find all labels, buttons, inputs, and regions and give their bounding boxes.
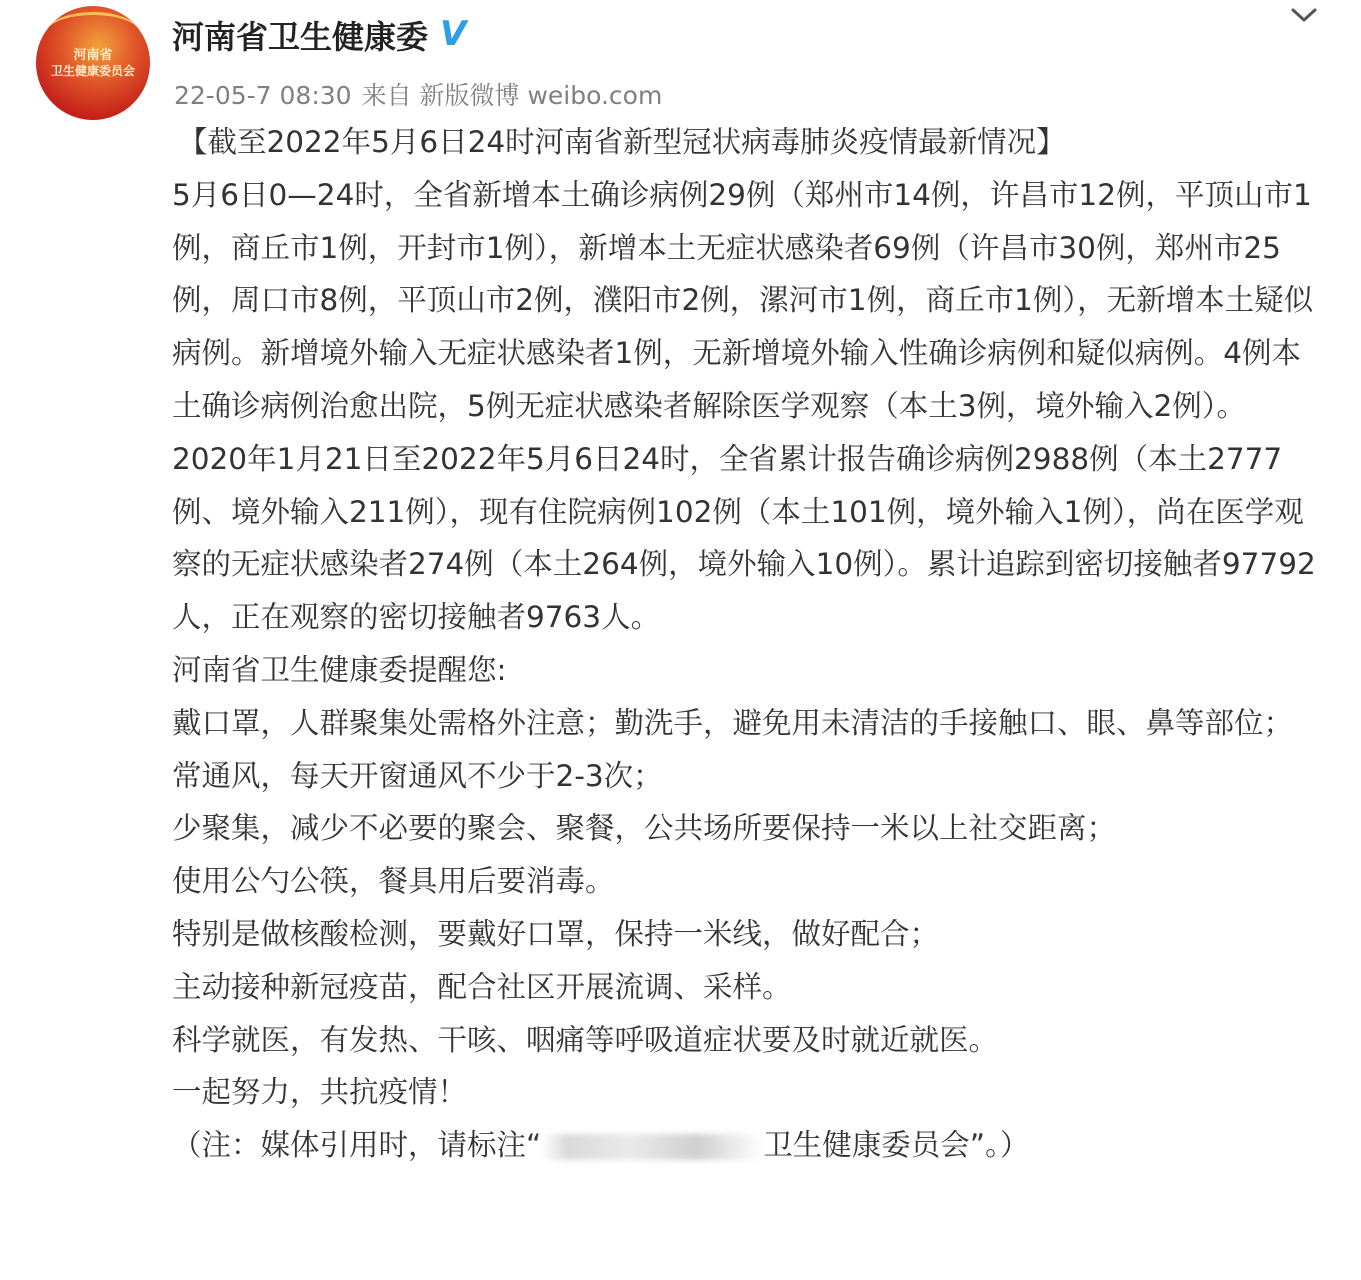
post-meta bbox=[174, 76, 672, 112]
tip-item: 科学就医，有发热、干咳、咽痛等呼吸道症状要及时就近就医。 bbox=[172, 1022, 999, 1057]
tip-item: 特别是做核酸检测，要戴好口罩，保持一米线，做好配合； bbox=[172, 916, 940, 951]
post-source[interactable]: 来自 新版微博 weibo.com bbox=[361, 81, 663, 110]
note-prefix: （注：媒体引用时，请标注“ bbox=[172, 1128, 542, 1163]
avatar-logo-text-2: 卫生健康委员会 bbox=[50, 64, 135, 78]
post-paragraph-2: 2020年1月21日至2022年5月6日24时，全省累计报告确诊病例2988例（本土2777例、境外输入211例），现有住院病例102例（本土101例，境外输入1例），尚在医学观察的无症状感染者274例（本土264例，境外输入10例）。累计追踪到密切接触者97792人，正在观察的密切接触者9763人。 bbox=[172, 441, 1316, 635]
redacted-text bbox=[541, 1134, 763, 1160]
post-content bbox=[172, 116, 1322, 1172]
post-title: 【截至2022年5月6日24时河南省新型冠状病毒肺炎疫情最新情况】 bbox=[178, 125, 1066, 159]
chevron-down-icon[interactable] bbox=[1290, 4, 1318, 26]
avatar-logo-text-1: 河南省 bbox=[73, 48, 113, 63]
note-suffix: 卫生健康委员会”。） bbox=[763, 1128, 1030, 1163]
media-citation-note bbox=[172, 1119, 1322, 1172]
tip-item: 少聚集，减少不必要的聚会、聚餐，公共场所要保持一米以上社交距离； bbox=[172, 811, 1117, 846]
tip-item: 常通风，每天开窗通风不少于2-3次； bbox=[172, 758, 663, 793]
avatar[interactable] bbox=[36, 6, 150, 120]
tip-item: 使用公勺公筷，餐具用后要消毒。 bbox=[172, 864, 615, 899]
post-paragraph-1: 5月6日0—24时，全省新增本土确诊病例29例（郑州市14例，许昌市12例，平顶山市1例，商丘市1例，开封市1例），新增本土无症状感染者69例（许昌市30例，郑州市25例，周口市8例，平顶山市2例，濮阳市2例，漯河市1例，商丘市1例），无新增本土疑似病例。新增境外输入无症状感染者1例，无新增境外输入性确诊病例和疑似病例。4例本土确诊病例治愈出院，5例无症状感染者解除医学观察（本土3例，境外输入2例）。 bbox=[172, 177, 1314, 423]
username-link[interactable]: 河南省卫生健康委 bbox=[172, 18, 429, 56]
verified-badge-icon: V bbox=[440, 14, 467, 54]
tip-item: 主动接种新冠疫苗，配合社区开展流调、采样。 bbox=[172, 969, 792, 1004]
post-timestamp[interactable]: 22-05-7 08:30 bbox=[174, 81, 352, 110]
reminder-heading: 河南省卫生健康委提醒您: bbox=[172, 652, 507, 687]
tip-item: 戴口罩，人群聚集处需格外注意；勤洗手，避免用未清洁的手接触口、眼、鼻等部位； bbox=[172, 705, 1294, 740]
tip-item: 一起努力，共抗疫情！ bbox=[172, 1075, 468, 1110]
